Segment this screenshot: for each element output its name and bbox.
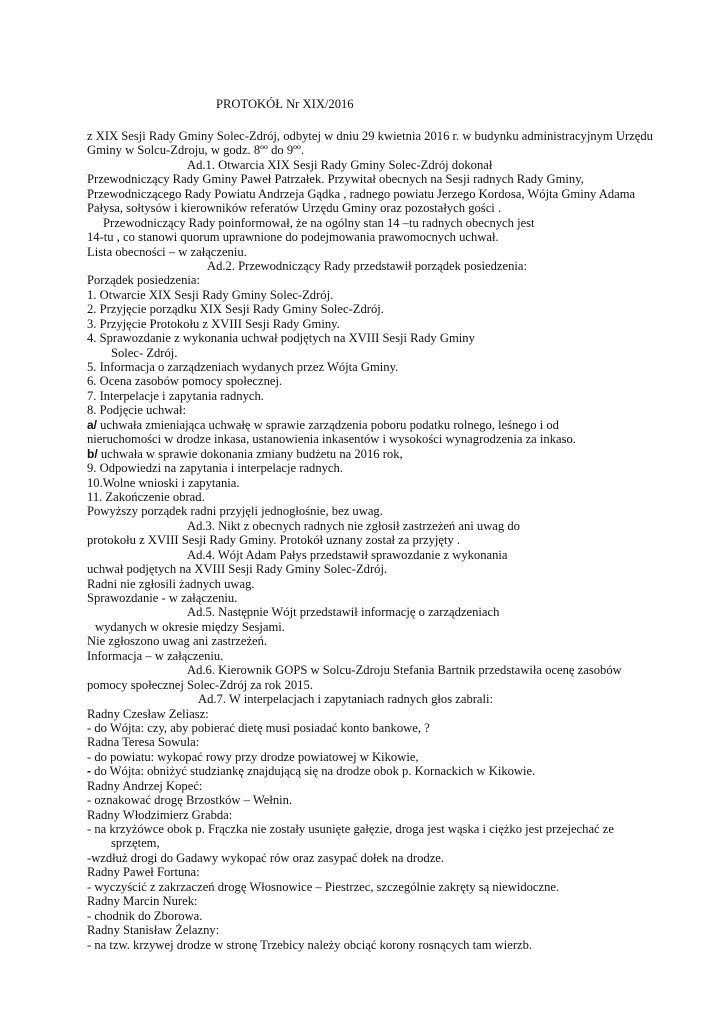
agenda-item: 3. Przyjęcie Protokołu z XVIII Sesji Rady Gminy.: [87, 316, 340, 331]
text-line: - chodnik do Zborowa.: [87, 908, 203, 923]
agenda-item: 11. Zakończenie obrad.: [87, 489, 205, 504]
text-line: Lista obecności – w załączeniu.: [87, 244, 247, 259]
text-line: uchwał podjętych na XVIII Sesji Rady Gminy Solec-Zdrój.: [87, 562, 388, 577]
text-line: - na tzw. krzywej drodze w stronę Trzebicy należy obciąć korony rosnących tam wierzb.: [87, 937, 533, 952]
agenda-item: 7. Interpelacje i zapytania radnych.: [87, 388, 264, 403]
agenda-subitem-text: uchwała w sprawie dokonania zmiany budżetu na 2016 rok,: [100, 446, 403, 461]
text-line: Ad.1. Otwarcia XIX Sesji Rady Gminy Solec-Zdrój dokonał: [187, 157, 493, 172]
text-line: - do powiatu: wykopać rowy przy drodze powiatowej w Kikowie,: [87, 749, 419, 764]
speaker-name: Radny Stanisław Żelazny:: [87, 923, 220, 938]
text-line: Przewodniczący Rady Gminy Paweł Patrzałek. Przywitał obecnych na Sesji radnych Rady Gminy,: [87, 172, 584, 187]
text-line: Ad.4. Wójt Adam Pałys przedstawił sprawozdanie z wykonania: [187, 547, 508, 562]
text-line: Ad.2. Przewodniczący Rady przedstawił porządek posiedzenia:: [207, 258, 527, 273]
agenda-item: 8. Podjęcie uchwał:: [87, 403, 186, 418]
agenda-subitem-text: uchwała zmieniająca uchwałę w sprawie zarządzenia poboru podatku rolnego, leśnego i od: [100, 417, 559, 432]
text-line: Radni nie zgłosili żadnych uwag.: [87, 576, 255, 591]
text-line: - do Wójta: czy, aby pobierać dietę musi posiadać konto bankowe, ?: [87, 720, 430, 735]
text-line: Ad.3. Nikt z obecnych radnych nie zgłosił zastrzeżeń ani uwag do: [187, 518, 520, 533]
text-line: - oznakować drogę Brzostków – Wełnin.: [87, 793, 293, 808]
text-line: Ad.7. W interpelacjach i zapytaniach radnych głos zabrali:: [198, 692, 494, 707]
text-line: Pałysa, sołtysów i kierowników referatów Urzędu Gminy oraz pozostałych gości .: [87, 201, 502, 216]
agenda-item: 4. Sprawozdanie z wykonania uchwał podjętych na XVIII Sesji Rady Gminy: [87, 331, 475, 346]
text-line: z XIX Sesji Rady Gminy Solec-Zdrój, odbytej w dniu 29 kwietnia 2016 r. w budynku administracyjnym Urzędu: [87, 129, 653, 143]
agenda-subitem-b: [87, 447, 687, 461]
text-line: nieruchomości w drodze inkasa, ustanowienia inkasentów i wysokości wynagrodzenia za inkaso.: [87, 432, 576, 447]
text-line: Przewodniczącego Rady Powiatu Andrzeja Gądka , radnego powiatu Jerzego Kordosa, Wójta Gminy Adama: [87, 186, 636, 201]
document-body: [87, 129, 687, 952]
text-line: Przewodniczący Rady poinformował, że na ogólny stan 14 –tu radnych obecnych jest: [103, 215, 535, 230]
text-line: Nie zgłoszono uwag ani zastrzeżeń.: [87, 634, 268, 649]
text-line: Ad.5. Następnie Wójt przedstawił informację o zarządzeniach: [187, 605, 500, 620]
agenda-item: 9. Odpowiedzi na zapytania i interpelacje radnych.: [87, 461, 343, 476]
text-line: -wzdłuż drogi do Gadawy wykopać rów oraz zasypać dołek na drodze.: [87, 850, 445, 865]
agenda-item: 1. Otwarcie XIX Sesji Rady Gminy Solec-Zdrój.: [87, 287, 334, 302]
speaker-name: Radny Paweł Fortuna:: [87, 865, 200, 880]
text-line: protokołu z XVIII Sesji Rady Gminy. Protokół uznany został za przyjęty .: [87, 533, 461, 548]
text-line: Gminy w Solcu-Zdroju, w godz. 8ºº do 9ºº.: [87, 143, 305, 158]
text-line: Sprawozdanie - w załączeniu.: [87, 591, 238, 605]
list-marker: -: [87, 764, 91, 779]
agenda-item: 6. Ocena zasobów pomocy społecznej.: [87, 374, 283, 389]
list-marker: a/: [87, 417, 98, 432]
speaker-name: Radny Marcin Nurek:: [87, 894, 198, 909]
text-line: Ad.6. Kierownik GOPS w Solcu-Zdroju Stefania Bartnik przedstawiła ocenę zasobów: [187, 663, 622, 678]
text-line: - do Wójta: obniżyć studziankę znajdującą się na drodze obok p. Kornackich w Kikowie.: [87, 764, 536, 779]
text-line: 14-tu , co stanowi quorum uprawnione do podejmowania prawomocnych uchwał.: [87, 230, 499, 245]
document-title: PROTOKÓŁ Nr XIX/2016: [216, 97, 354, 111]
speaker-name: Radny Włodzimierz Grabda:: [87, 807, 233, 822]
text-line: pomocy społecznej Solec-Zdrój za rok 2015.: [87, 677, 313, 692]
text-line: Powyższy porządek radni przyjęli jednogłośnie, bez uwag.: [87, 504, 383, 519]
text-line: - wyczyścić z zakrzaczeń drogę Włosnowice – Piestrzec, szczególnie zakręty są niewidoczne.: [87, 879, 560, 894]
speaker-name: Radny Andrzej Kopeć:: [87, 778, 203, 793]
agenda-item: 5. Informacja o zarządzeniach wydanych przez Wójta Gminy.: [87, 360, 399, 374]
text-line: wydanych w okresie między Sesjami.: [95, 619, 285, 634]
agenda-item: 10.Wolne wnioski i zapytania.: [87, 475, 240, 490]
text-line: - na krzyżówce obok p. Frączka nie zostały usunięte gałęzie, droga jest wąska i ciężko jest przejechać ze: [87, 822, 614, 836]
text-line: Porządek posiedzenia:: [87, 273, 200, 288]
list-marker: b/: [87, 446, 98, 461]
text-line: Informacja – w załączeniu.: [87, 648, 224, 663]
agenda-subitem-a: [87, 418, 687, 432]
speaker-name: Radna Teresa Sowula:: [87, 735, 200, 750]
text-line: sprzętem,: [111, 836, 160, 851]
agenda-item: 2. Przyjęcie porządku XIX Sesji Rady Gminy Solec-Zdrój.: [87, 302, 384, 317]
agenda-item-continued: Solec- Zdrój.: [111, 345, 178, 360]
speaker-name: Radny Czesław Zeliasz:: [87, 706, 209, 721]
